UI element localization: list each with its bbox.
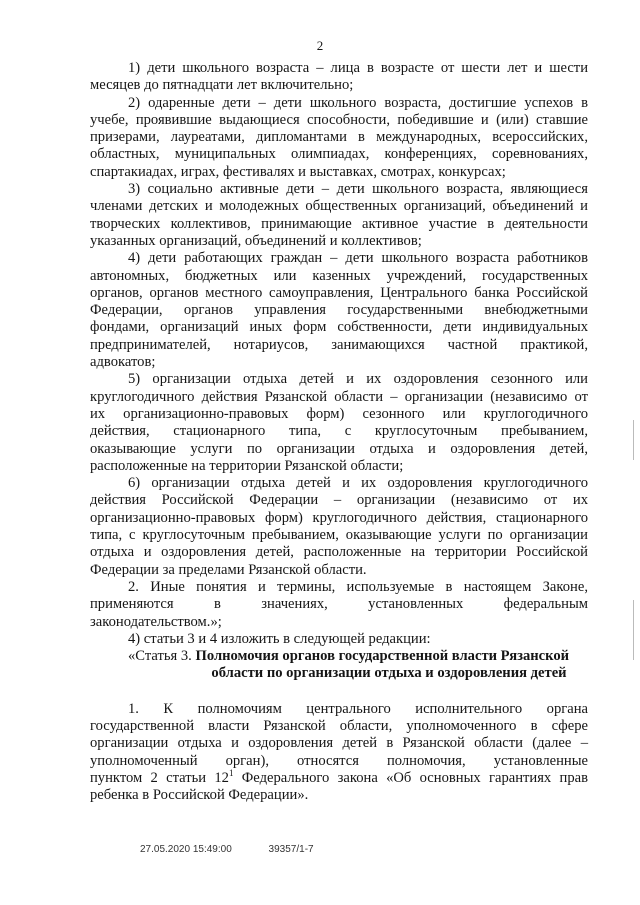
article-heading xyxy=(90,648,588,665)
text-line: 3) социально активные дети – дети школьного возраста, являющиеся xyxy=(128,181,588,198)
text-line: типа, с круглосуточным пребыванием, оказывающие услуги по организации xyxy=(90,527,588,544)
text-line: 2. Иные понятия и термины, используемые в настоящем Законе, xyxy=(128,578,588,595)
text-line: органов, органов местного самоуправления, Центрального банка Российской xyxy=(90,284,588,301)
superscript-mark: 1 xyxy=(228,768,234,779)
text-line: государственной власти Рязанской области, уполномоченного в сфере xyxy=(90,717,588,734)
text-line: учебе, проявившие выдающиеся способности, победившие и (или) ставшие xyxy=(90,111,588,128)
page-number: 2 xyxy=(316,38,324,53)
text-line: 1. К полномочиям центрального исполнительного органа xyxy=(128,700,588,717)
text-line: 4) дети работающих граждан – дети школьного возраста работников xyxy=(128,250,588,267)
list-item xyxy=(90,631,588,648)
text-line: членами детских и молодежных общественных организаций, объединений и xyxy=(90,198,588,215)
text-line: организации отдыха и оздоровления детей в Рязанской области (далее – xyxy=(90,735,588,752)
list-item xyxy=(90,475,588,579)
text-line: расположенные на территории Рязанской области; xyxy=(90,457,404,474)
article-paragraph-1 xyxy=(90,701,588,770)
text-line: автономных, бюджетных или казенных учреждений, государственных xyxy=(90,267,588,284)
text-line: действия, стационарного типа, с круглосуточным пребыванием, xyxy=(90,423,588,440)
list-item xyxy=(90,250,588,371)
text-line: их организационно-правовых форм) сезонного или круглогодичного xyxy=(90,405,588,422)
text-line: указанных организаций, объединений и коллективов; xyxy=(90,232,422,249)
article-paragraph-1-end: ребенка в Российской Федерации». xyxy=(90,787,309,804)
list-item xyxy=(90,579,588,631)
list-item xyxy=(90,371,588,475)
text-line: предпринимателей, нотариусов, занимающихся частной практикой, xyxy=(90,336,588,353)
document-body xyxy=(90,60,588,804)
text-line: спартакиадах, играх, фестивалях и выставках, смотрах, конкурсах; xyxy=(90,163,506,180)
text-line: 2) одаренные дети – дети школьного возраста, достигшие успехов в xyxy=(128,94,588,111)
definitions-list xyxy=(90,60,588,648)
text-line: 1) дети школьного возраста – лица в возрасте от шести лет и шести xyxy=(128,60,588,76)
footer-timestamp: 27.05.2020 15:49:00 xyxy=(140,844,232,855)
text-line: месяцев до пятнадцати лет включительно; xyxy=(90,77,354,94)
text-line: круглогодичного действия Рязанской области – организации (независимо от xyxy=(90,388,588,405)
text-line: 4) статьи 3 и 4 изложить в следующей редакции: xyxy=(128,630,431,647)
text-line: действия Российской Федерации – организации (независимо от их xyxy=(90,492,588,509)
document-footer xyxy=(140,844,348,855)
text-line: Федерации за пределами Рязанской области. xyxy=(90,561,367,578)
text-line: Федерации, органов управления государственными внебюджетными xyxy=(90,302,588,319)
law-reference: пунктом 2 статьи 12 xyxy=(90,769,229,786)
text-line: областных, муниципальных олимпиадах, конференциях, соревнованиях, xyxy=(90,146,588,163)
text-line: творческих коллективов, принимающие активное участие в деятельности xyxy=(90,215,588,232)
text-line: организационно-правовых форм) круглогодичного действия, стационарного xyxy=(90,509,588,526)
text-line: оказывающие услуги по организации отдыха и оздоровления детей, xyxy=(90,440,588,457)
list-item xyxy=(90,95,588,181)
text-line: законодательством.»; xyxy=(90,613,222,630)
text-line: применяются в значениях, установленных федеральным xyxy=(90,596,588,613)
text-line: призерами, лауреатами, дипломантами в международных, всероссийских, xyxy=(90,129,588,146)
text-line: отдыха и оздоровления детей, расположенные на территории Российской xyxy=(90,544,588,561)
article-title-continued: области по организации отдыха и оздоровления детей xyxy=(211,665,567,682)
scan-edge-mark xyxy=(633,600,634,660)
text-line: 6) организации отдыха детей и их оздоровления круглогодичного xyxy=(128,475,588,492)
article-prefix: «Статья 3. xyxy=(128,648,196,665)
scan-edge-mark xyxy=(633,420,634,460)
text-line: фондами, организаций иных форм собственности, дети индивидуальных xyxy=(90,319,588,336)
text-line: 5) организации отдыха детей и их оздоровления сезонного или xyxy=(128,371,588,388)
law-reference-tail: Федерального закона «Об основных гарантиях прав xyxy=(233,769,588,786)
text-line: адвокатов; xyxy=(90,354,156,371)
list-item xyxy=(90,60,588,95)
article-title: Полномочия органов государственной власти Рязанской xyxy=(195,648,570,665)
list-item xyxy=(90,181,588,250)
article-paragraph-1-line xyxy=(90,770,588,787)
text-line: уполномоченный орган), относятся полномочия, установленные xyxy=(90,752,588,769)
footer-doc-code: 39357/1-7 xyxy=(268,844,314,855)
